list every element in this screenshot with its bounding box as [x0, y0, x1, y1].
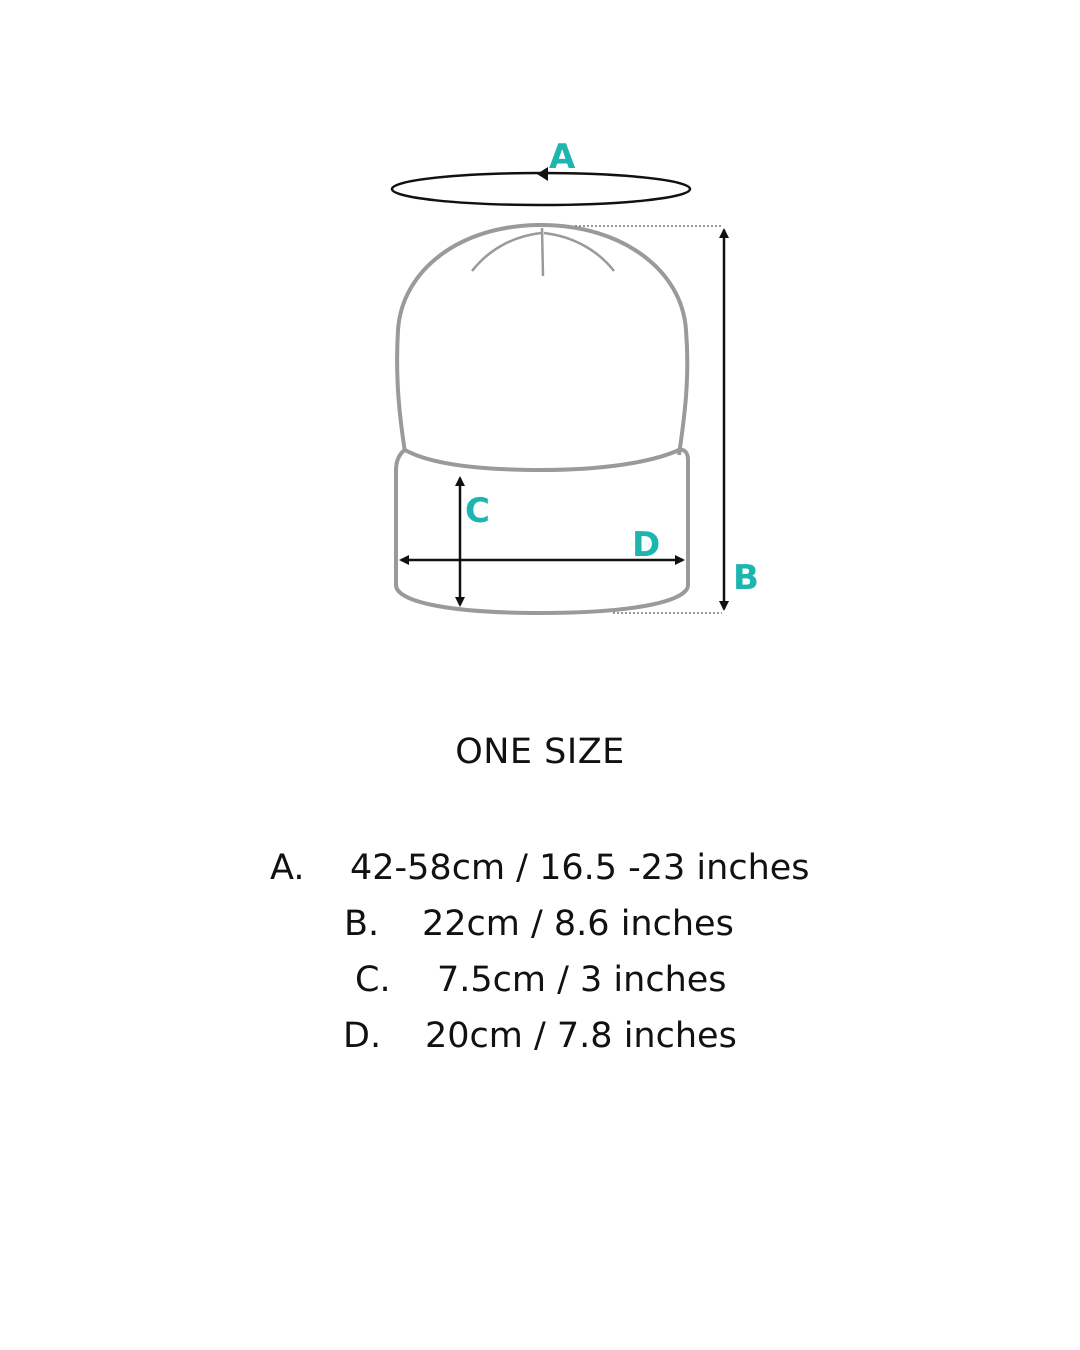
measurement-letter: D. — [343, 1016, 382, 1056]
label-c: C — [465, 491, 490, 531]
measurement-row-d — [0, 1016, 1080, 1066]
size-title: ONE SIZE — [455, 732, 625, 772]
label-a: A — [549, 137, 576, 177]
measurement-row-c — [0, 960, 1080, 1010]
measurement-letter: C. — [355, 960, 391, 1000]
measurement-value: 20cm / 7.8 inches — [425, 1016, 737, 1056]
measurement-value: 42-58cm / 16.5 -23 inches — [350, 848, 810, 888]
label-b: B — [733, 558, 759, 598]
label-d: D — [632, 525, 661, 565]
measurement-value: 7.5cm / 3 inches — [437, 960, 727, 1000]
measurement-value: 22cm / 8.6 inches — [422, 904, 734, 944]
circumference-indicator — [392, 167, 690, 205]
measurement-row-a — [0, 848, 1080, 898]
measurement-row-b — [0, 904, 1080, 954]
measurement-letter: B. — [344, 904, 380, 944]
measurement-letter: A. — [270, 848, 305, 888]
